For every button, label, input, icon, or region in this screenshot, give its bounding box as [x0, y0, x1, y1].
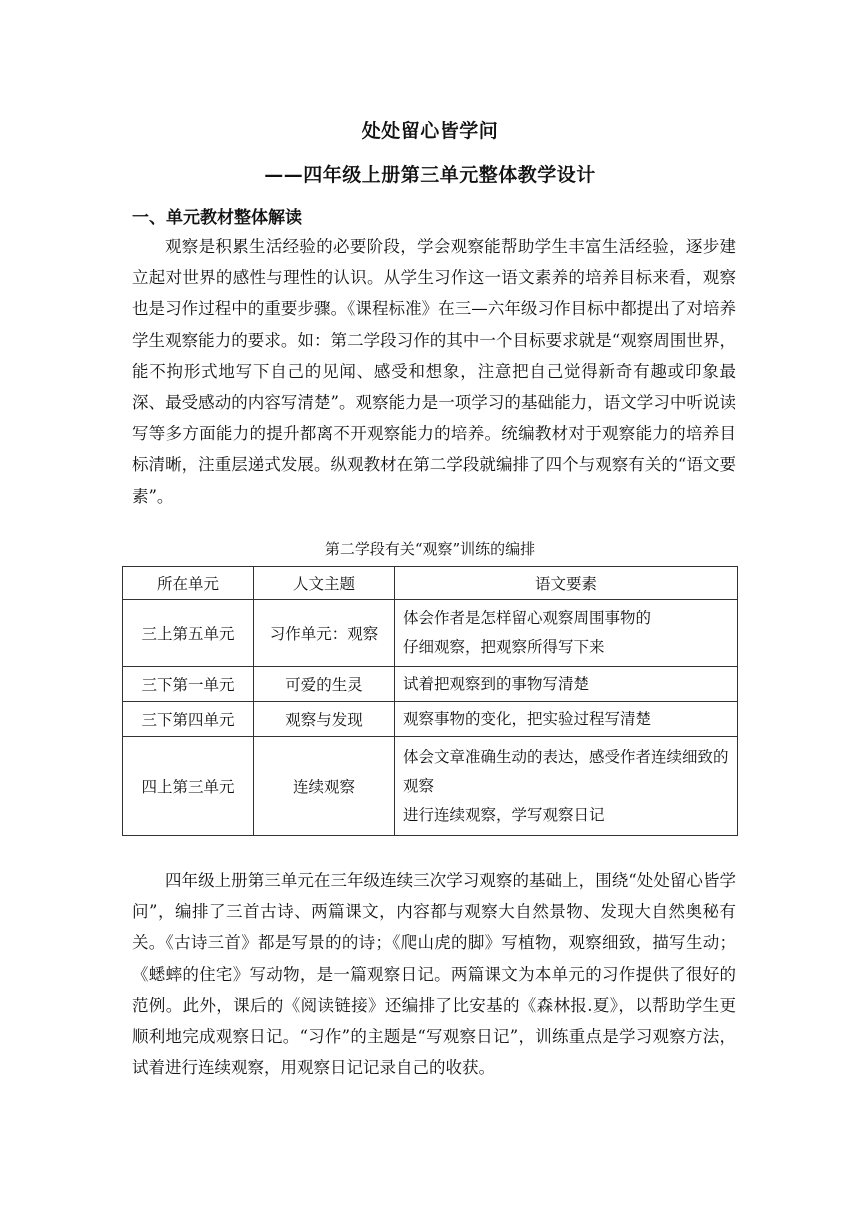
table-cell-elements: [395, 667, 738, 702]
table-cell-elements: [395, 737, 738, 836]
document-title: 处处留心皆学问: [361, 120, 499, 142]
table-cell-unit: 四上第三单元: [123, 737, 254, 836]
element-line: 观察事物的变化，把实验过程写清楚: [403, 709, 652, 728]
observation-training-table: [122, 566, 738, 836]
table-cell-elements: [395, 600, 738, 667]
element-line: 体会文章准确生动的表达，感受作者连续细致的观察: [403, 747, 729, 795]
table-row: [123, 702, 738, 737]
table-cell-theme: 可爱的生灵: [254, 667, 395, 702]
table-header-unit: 所在单元: [123, 567, 254, 600]
table-cell-elements: [395, 702, 738, 737]
table-header-row: [123, 567, 738, 600]
section-heading: 一、单元教材整体解读: [132, 208, 302, 228]
table-cell-theme: 连续观察: [254, 737, 395, 836]
table-cell-unit: 三下第一单元: [123, 667, 254, 702]
paragraph-unit-overview: 四年级上册第三单元在三年级连续三次学习观察的基础上，围绕“处处留心皆学问”，编排了三首古诗、两篇课文，内容都与观察大自然景物、发现大自然奥秘有关。《古诗三首》都是写景的的诗；《爬山虎的脚》写植物，观察细致，描写生动；《蟋蟀的住宅》写动物，是一篇观察日记。两篇课文为本单元的习作提供了很好的范例。此外，课后的《阅读链接》还编排了比安基的《森林报.夏》，以帮助学生更顺利地完成观察日记。“习作”的主题是“写观察日记”，训练重点是学习观察方法，试着进行连续观察，用观察日记记录自己的收获。: [132, 871, 736, 1078]
element-line: 体会作者是怎样留心观察周围事物的: [403, 609, 652, 627]
table-caption: 第二学段有关“观察”训练的编排: [324, 540, 536, 558]
table-cell-theme: 观察与发现: [254, 702, 395, 737]
table-header-theme: 人文主题: [254, 567, 395, 600]
table-row: [123, 737, 738, 836]
element-line: 仔细观察，把观察所得写下来: [403, 638, 605, 656]
table-header-elements: 语文要素: [395, 567, 738, 600]
table-cell-theme: 习作单元：观察: [254, 600, 395, 667]
table-cell-unit: 三上第五单元: [123, 600, 254, 667]
paragraph-intro: 观察是积累生活经验的必要阶段，学会观察能帮助学生丰富生活经验，逐步建立起对世界的感性与理性的认识。从学生习作这一语文素养的培养目标来看，观察也是习作过程中的重要步骤。《课程标准》在三—六年级习作目标中都提出了对培养学生观察能力的要求。如：第二学段习作的其中一个目标要求就是“观察周围世界，能不拘形式地写下自己的见闻、感受和想象，注意把自己觉得新奇有趣或印象最深、最受感动的内容写清楚”。观察能力是一项学习的基础能力，语文学习中听说读写等多方面能力的提升都离不开观察能力的培养。统编教材对于观察能力的培养目标清晰，注重层递式发展。纵观教材在第二学段就编排了四个与观察有关的“语文要素”。: [132, 237, 736, 506]
table-cell-unit: 三下第四单元: [123, 702, 254, 737]
document-subtitle: ——四年级上册第三单元整体教学设计: [264, 164, 596, 186]
element-line: 试着把观察到的事物写清楚: [403, 674, 590, 693]
table-row: [123, 667, 738, 702]
element-line: 进行连续观察，学写观察日记: [403, 805, 605, 824]
table-row: [123, 600, 738, 667]
